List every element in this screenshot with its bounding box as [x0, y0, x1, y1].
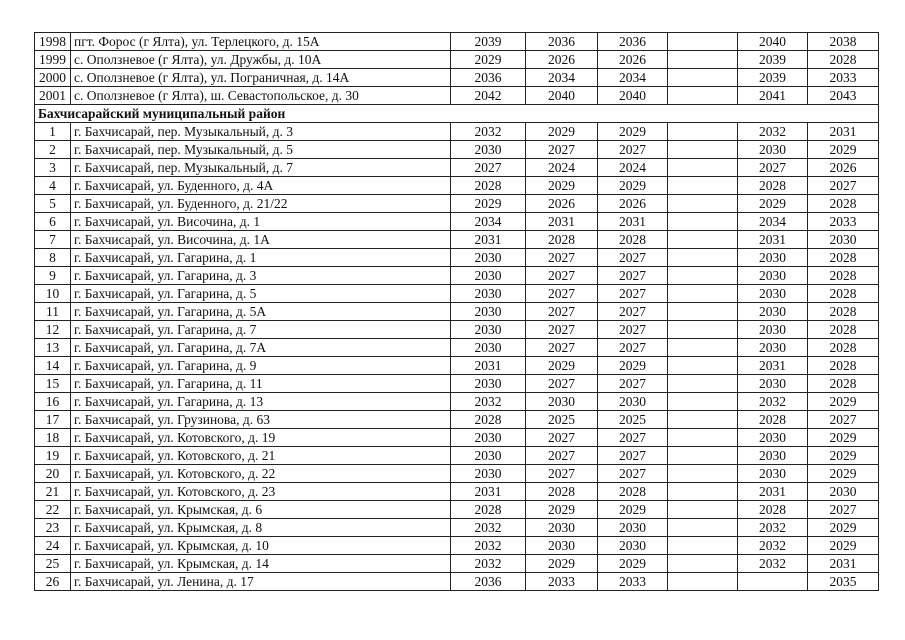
year-cell	[668, 573, 738, 591]
year-cell: 2029	[808, 465, 879, 483]
year-cell	[668, 51, 738, 69]
year-cell: 2030	[451, 339, 526, 357]
year-cell: 2027	[598, 465, 668, 483]
year-cell: 2027	[526, 303, 598, 321]
year-cell: 2031	[738, 357, 808, 375]
year-cell: 2027	[598, 447, 668, 465]
year-cell: 2030	[451, 267, 526, 285]
table-row	[35, 429, 879, 447]
year-cell: 2031	[808, 123, 879, 141]
year-cell: 2029	[598, 177, 668, 195]
year-cell	[668, 33, 738, 51]
table-row	[35, 285, 879, 303]
table-row	[35, 339, 879, 357]
year-cell: 2028	[738, 411, 808, 429]
year-cell	[668, 123, 738, 141]
year-cell: 2028	[451, 177, 526, 195]
year-cell: 2030	[738, 267, 808, 285]
year-cell: 2030	[526, 537, 598, 555]
year-cell: 2030	[738, 465, 808, 483]
year-cell: 2032	[451, 393, 526, 411]
year-cell: 2039	[738, 69, 808, 87]
year-cell	[668, 87, 738, 105]
year-cell: 2032	[451, 123, 526, 141]
address-cell: г. Бахчисарай, ул. Височина, д. 1	[71, 213, 451, 231]
year-cell: 2030	[526, 519, 598, 537]
address-cell: г. Бахчисарай, ул. Грузинова, д. 63	[71, 411, 451, 429]
year-cell: 2029	[526, 357, 598, 375]
year-cell: 2027	[598, 321, 668, 339]
year-cell: 2034	[526, 69, 598, 87]
address-cell: г. Бахчисарай, ул. Гагарина, д. 11	[71, 375, 451, 393]
address-cell: г. Бахчисарай, ул. Гагарина, д. 13	[71, 393, 451, 411]
address-cell: г. Бахчисарай, ул. Крымская, д. 8	[71, 519, 451, 537]
address-cell: пгт. Форос (г Ялта), ул. Терлецкого, д. 15А	[71, 33, 451, 51]
table-row	[35, 303, 879, 321]
year-cell: 2032	[738, 519, 808, 537]
year-cell: 2029	[526, 177, 598, 195]
year-cell	[668, 447, 738, 465]
document-table	[34, 32, 879, 591]
year-cell: 2040	[738, 33, 808, 51]
row-number: 23	[35, 519, 71, 537]
year-cell	[668, 195, 738, 213]
year-cell: 2027	[598, 375, 668, 393]
year-cell: 2031	[451, 357, 526, 375]
year-cell: 2028	[808, 339, 879, 357]
year-cell	[668, 501, 738, 519]
year-cell: 2028	[808, 357, 879, 375]
address-cell: г. Бахчисарай, ул. Котовского, д. 21	[71, 447, 451, 465]
table-row	[35, 573, 879, 591]
year-cell: 2034	[738, 213, 808, 231]
table-row	[35, 375, 879, 393]
year-cell: 2033	[808, 213, 879, 231]
year-cell: 2030	[738, 321, 808, 339]
year-cell	[668, 303, 738, 321]
table-row	[35, 249, 879, 267]
year-cell: 2027	[598, 267, 668, 285]
year-cell: 2028	[808, 249, 879, 267]
address-cell: г. Бахчисарай, ул. Гагарина, д. 7	[71, 321, 451, 339]
row-number: 13	[35, 339, 71, 357]
year-cell	[668, 519, 738, 537]
year-cell: 2027	[598, 429, 668, 447]
year-cell	[668, 393, 738, 411]
row-number: 2001	[35, 87, 71, 105]
year-cell	[668, 339, 738, 357]
year-cell: 2029	[598, 357, 668, 375]
year-cell: 2032	[451, 519, 526, 537]
year-cell: 2028	[526, 231, 598, 249]
row-number: 17	[35, 411, 71, 429]
table-row	[35, 555, 879, 573]
year-cell: 2027	[526, 465, 598, 483]
address-cell: г. Бахчисарай, ул. Котовского, д. 23	[71, 483, 451, 501]
year-cell: 2032	[451, 537, 526, 555]
year-cell: 2035	[808, 573, 879, 591]
year-cell: 2027	[598, 303, 668, 321]
year-cell: 2029	[808, 393, 879, 411]
year-cell: 2031	[738, 231, 808, 249]
year-cell: 2028	[451, 411, 526, 429]
table-row	[35, 177, 879, 195]
year-cell: 2027	[526, 375, 598, 393]
address-cell: г. Бахчисарай, ул. Крымская, д. 14	[71, 555, 451, 573]
row-number: 21	[35, 483, 71, 501]
year-cell: 2030	[738, 249, 808, 267]
address-cell: г. Бахчисарай, ул. Гагарина, д. 1	[71, 249, 451, 267]
row-number: 9	[35, 267, 71, 285]
year-cell: 2028	[598, 231, 668, 249]
row-number: 25	[35, 555, 71, 573]
table-row	[35, 141, 879, 159]
address-cell: с. Оползневое (г Ялта), ул. Пограничная, д. 14А	[71, 69, 451, 87]
row-number: 16	[35, 393, 71, 411]
table-row	[35, 411, 879, 429]
year-cell: 2029	[808, 141, 879, 159]
table-row	[35, 159, 879, 177]
year-cell: 2030	[451, 465, 526, 483]
table-row	[35, 447, 879, 465]
address-cell: г. Бахчисарай, ул. Гагарина, д. 3	[71, 267, 451, 285]
year-cell: 2030	[598, 537, 668, 555]
row-number: 2000	[35, 69, 71, 87]
year-cell: 2030	[451, 141, 526, 159]
year-cell: 2029	[598, 555, 668, 573]
table-row	[35, 231, 879, 249]
year-cell: 2030	[451, 429, 526, 447]
year-cell: 2026	[808, 159, 879, 177]
year-cell: 2028	[598, 483, 668, 501]
row-number: 1999	[35, 51, 71, 69]
year-cell: 2026	[598, 51, 668, 69]
year-cell: 2041	[738, 87, 808, 105]
year-cell: 2033	[808, 69, 879, 87]
table-row	[35, 393, 879, 411]
address-cell: г. Бахчисарай, ул. Ленина, д. 17	[71, 573, 451, 591]
address-cell: г. Бахчисарай, ул. Височина, д. 1А	[71, 231, 451, 249]
year-cell: 2028	[526, 483, 598, 501]
year-cell: 2042	[451, 87, 526, 105]
year-cell: 2039	[738, 51, 808, 69]
year-cell: 2028	[808, 321, 879, 339]
address-cell: с. Оползневое (г Ялта), ш. Севастопольское, д. 30	[71, 87, 451, 105]
year-cell: 2027	[526, 285, 598, 303]
table-row	[35, 69, 879, 87]
year-cell	[668, 357, 738, 375]
row-number: 6	[35, 213, 71, 231]
table-row	[35, 87, 879, 105]
year-cell: 2040	[598, 87, 668, 105]
year-cell: 2028	[808, 267, 879, 285]
year-cell	[668, 231, 738, 249]
year-cell: 2028	[738, 177, 808, 195]
year-cell: 2030	[598, 393, 668, 411]
year-cell: 2024	[526, 159, 598, 177]
table-row	[35, 123, 879, 141]
year-cell: 2036	[598, 33, 668, 51]
row-number: 11	[35, 303, 71, 321]
year-cell: 2029	[598, 501, 668, 519]
year-cell: 2030	[451, 285, 526, 303]
year-cell: 2027	[808, 501, 879, 519]
address-cell: г. Бахчисарай, ул. Буденного, д. 21/22	[71, 195, 451, 213]
year-cell: 2025	[598, 411, 668, 429]
year-cell: 2027	[808, 411, 879, 429]
year-cell: 2027	[526, 249, 598, 267]
year-cell: 2026	[598, 195, 668, 213]
address-cell: г. Бахчисарай, ул. Крымская, д. 6	[71, 501, 451, 519]
year-cell: 2030	[738, 429, 808, 447]
row-number: 8	[35, 249, 71, 267]
row-number: 19	[35, 447, 71, 465]
row-number: 7	[35, 231, 71, 249]
year-cell: 2028	[808, 51, 879, 69]
year-cell: 2043	[808, 87, 879, 105]
year-cell: 2030	[738, 141, 808, 159]
year-cell: 2030	[738, 303, 808, 321]
year-cell	[668, 555, 738, 573]
table-row	[35, 321, 879, 339]
year-cell: 2033	[598, 573, 668, 591]
year-cell: 2031	[526, 213, 598, 231]
year-cell: 2027	[808, 177, 879, 195]
row-number: 2	[35, 141, 71, 159]
year-cell: 2030	[526, 393, 598, 411]
year-cell: 2029	[526, 501, 598, 519]
year-cell: 2030	[808, 231, 879, 249]
year-cell: 2027	[598, 141, 668, 159]
year-cell: 2031	[738, 483, 808, 501]
year-cell	[668, 69, 738, 87]
year-cell: 2040	[526, 87, 598, 105]
row-number: 24	[35, 537, 71, 555]
table-row	[35, 195, 879, 213]
year-cell: 2027	[598, 285, 668, 303]
year-cell	[668, 267, 738, 285]
year-cell: 2030	[451, 249, 526, 267]
row-number: 3	[35, 159, 71, 177]
year-cell: 2038	[808, 33, 879, 51]
address-cell: с. Оползневое (г Ялта), ул. Дружбы, д. 10А	[71, 51, 451, 69]
address-cell: г. Бахчисарай, ул. Гагарина, д. 9	[71, 357, 451, 375]
table-row	[35, 267, 879, 285]
year-cell	[738, 573, 808, 591]
address-cell: г. Бахчисарай, пер. Музыкальный, д. 7	[71, 159, 451, 177]
section-title: Бахчисарайский муниципальный район	[35, 105, 879, 123]
table-row	[35, 483, 879, 501]
year-cell: 2029	[808, 447, 879, 465]
year-cell	[668, 465, 738, 483]
year-cell: 2030	[738, 447, 808, 465]
year-cell	[668, 249, 738, 267]
year-cell: 2034	[598, 69, 668, 87]
year-cell: 2028	[808, 303, 879, 321]
table-row	[35, 519, 879, 537]
row-number: 20	[35, 465, 71, 483]
year-cell	[668, 141, 738, 159]
address-cell: г. Бахчисарай, ул. Котовского, д. 19	[71, 429, 451, 447]
year-cell: 2030	[808, 483, 879, 501]
year-cell: 2025	[526, 411, 598, 429]
year-cell: 2030	[738, 375, 808, 393]
year-cell: 2036	[526, 33, 598, 51]
year-cell: 2036	[451, 573, 526, 591]
year-cell: 2026	[526, 195, 598, 213]
table-row	[35, 537, 879, 555]
year-cell: 2031	[451, 231, 526, 249]
table-row	[35, 33, 879, 51]
year-cell: 2036	[451, 69, 526, 87]
year-cell: 2027	[526, 267, 598, 285]
row-number: 4	[35, 177, 71, 195]
year-cell: 2032	[738, 555, 808, 573]
address-cell: г. Бахчисарай, пер. Музыкальный, д. 3	[71, 123, 451, 141]
year-cell: 2032	[451, 555, 526, 573]
address-cell: г. Бахчисарай, ул. Буденного, д. 4А	[71, 177, 451, 195]
year-cell: 2027	[526, 447, 598, 465]
table-row	[35, 465, 879, 483]
year-cell: 2029	[598, 123, 668, 141]
year-cell: 2027	[526, 141, 598, 159]
row-number: 1998	[35, 33, 71, 51]
year-cell: 2030	[451, 375, 526, 393]
address-cell: г. Бахчисарай, ул. Гагарина, д. 5А	[71, 303, 451, 321]
row-number: 10	[35, 285, 71, 303]
year-cell	[668, 321, 738, 339]
year-cell: 2027	[598, 249, 668, 267]
year-cell: 2031	[808, 555, 879, 573]
year-cell	[668, 213, 738, 231]
year-cell: 2032	[738, 393, 808, 411]
row-number: 12	[35, 321, 71, 339]
address-cell: г. Бахчисарай, ул. Гагарина, д. 5	[71, 285, 451, 303]
year-cell: 2026	[526, 51, 598, 69]
year-cell: 2027	[451, 159, 526, 177]
year-cell: 2028	[451, 501, 526, 519]
year-cell: 2028	[738, 501, 808, 519]
section-row	[35, 105, 879, 123]
year-cell: 2029	[738, 195, 808, 213]
address-cell: г. Бахчисарай, пер. Музыкальный, д. 5	[71, 141, 451, 159]
year-cell: 2024	[598, 159, 668, 177]
year-cell: 2030	[738, 285, 808, 303]
row-number: 5	[35, 195, 71, 213]
year-cell: 2031	[598, 213, 668, 231]
year-cell: 2039	[451, 33, 526, 51]
year-cell: 2029	[526, 555, 598, 573]
address-cell: г. Бахчисарай, ул. Гагарина, д. 7А	[71, 339, 451, 357]
year-cell: 2027	[526, 339, 598, 357]
year-cell: 2029	[808, 537, 879, 555]
year-cell: 2030	[598, 519, 668, 537]
year-cell: 2033	[526, 573, 598, 591]
table-row	[35, 51, 879, 69]
year-cell: 2031	[451, 483, 526, 501]
year-cell: 2028	[808, 285, 879, 303]
row-number: 1	[35, 123, 71, 141]
row-number: 18	[35, 429, 71, 447]
year-cell	[668, 537, 738, 555]
year-cell: 2030	[451, 303, 526, 321]
year-cell: 2028	[808, 375, 879, 393]
year-cell: 2032	[738, 123, 808, 141]
year-cell: 2032	[738, 537, 808, 555]
year-cell: 2027	[738, 159, 808, 177]
row-number: 26	[35, 573, 71, 591]
year-cell	[668, 483, 738, 501]
address-cell: г. Бахчисарай, ул. Котовского, д. 22	[71, 465, 451, 483]
year-cell: 2029	[808, 519, 879, 537]
year-cell	[668, 285, 738, 303]
table-row	[35, 357, 879, 375]
year-cell: 2030	[451, 321, 526, 339]
year-cell: 2028	[808, 195, 879, 213]
row-number: 15	[35, 375, 71, 393]
year-cell: 2034	[451, 213, 526, 231]
year-cell: 2030	[738, 339, 808, 357]
year-cell	[668, 411, 738, 429]
year-cell	[668, 429, 738, 447]
address-cell: г. Бахчисарай, ул. Крымская, д. 10	[71, 537, 451, 555]
table-row	[35, 213, 879, 231]
row-number: 14	[35, 357, 71, 375]
year-cell: 2029	[526, 123, 598, 141]
year-cell: 2029	[451, 51, 526, 69]
row-number: 22	[35, 501, 71, 519]
year-cell	[668, 159, 738, 177]
year-cell: 2030	[451, 447, 526, 465]
year-cell: 2027	[526, 321, 598, 339]
year-cell: 2029	[451, 195, 526, 213]
year-cell: 2027	[526, 429, 598, 447]
year-cell: 2027	[598, 339, 668, 357]
year-cell	[668, 375, 738, 393]
year-cell	[668, 177, 738, 195]
year-cell: 2029	[808, 429, 879, 447]
table-row	[35, 501, 879, 519]
